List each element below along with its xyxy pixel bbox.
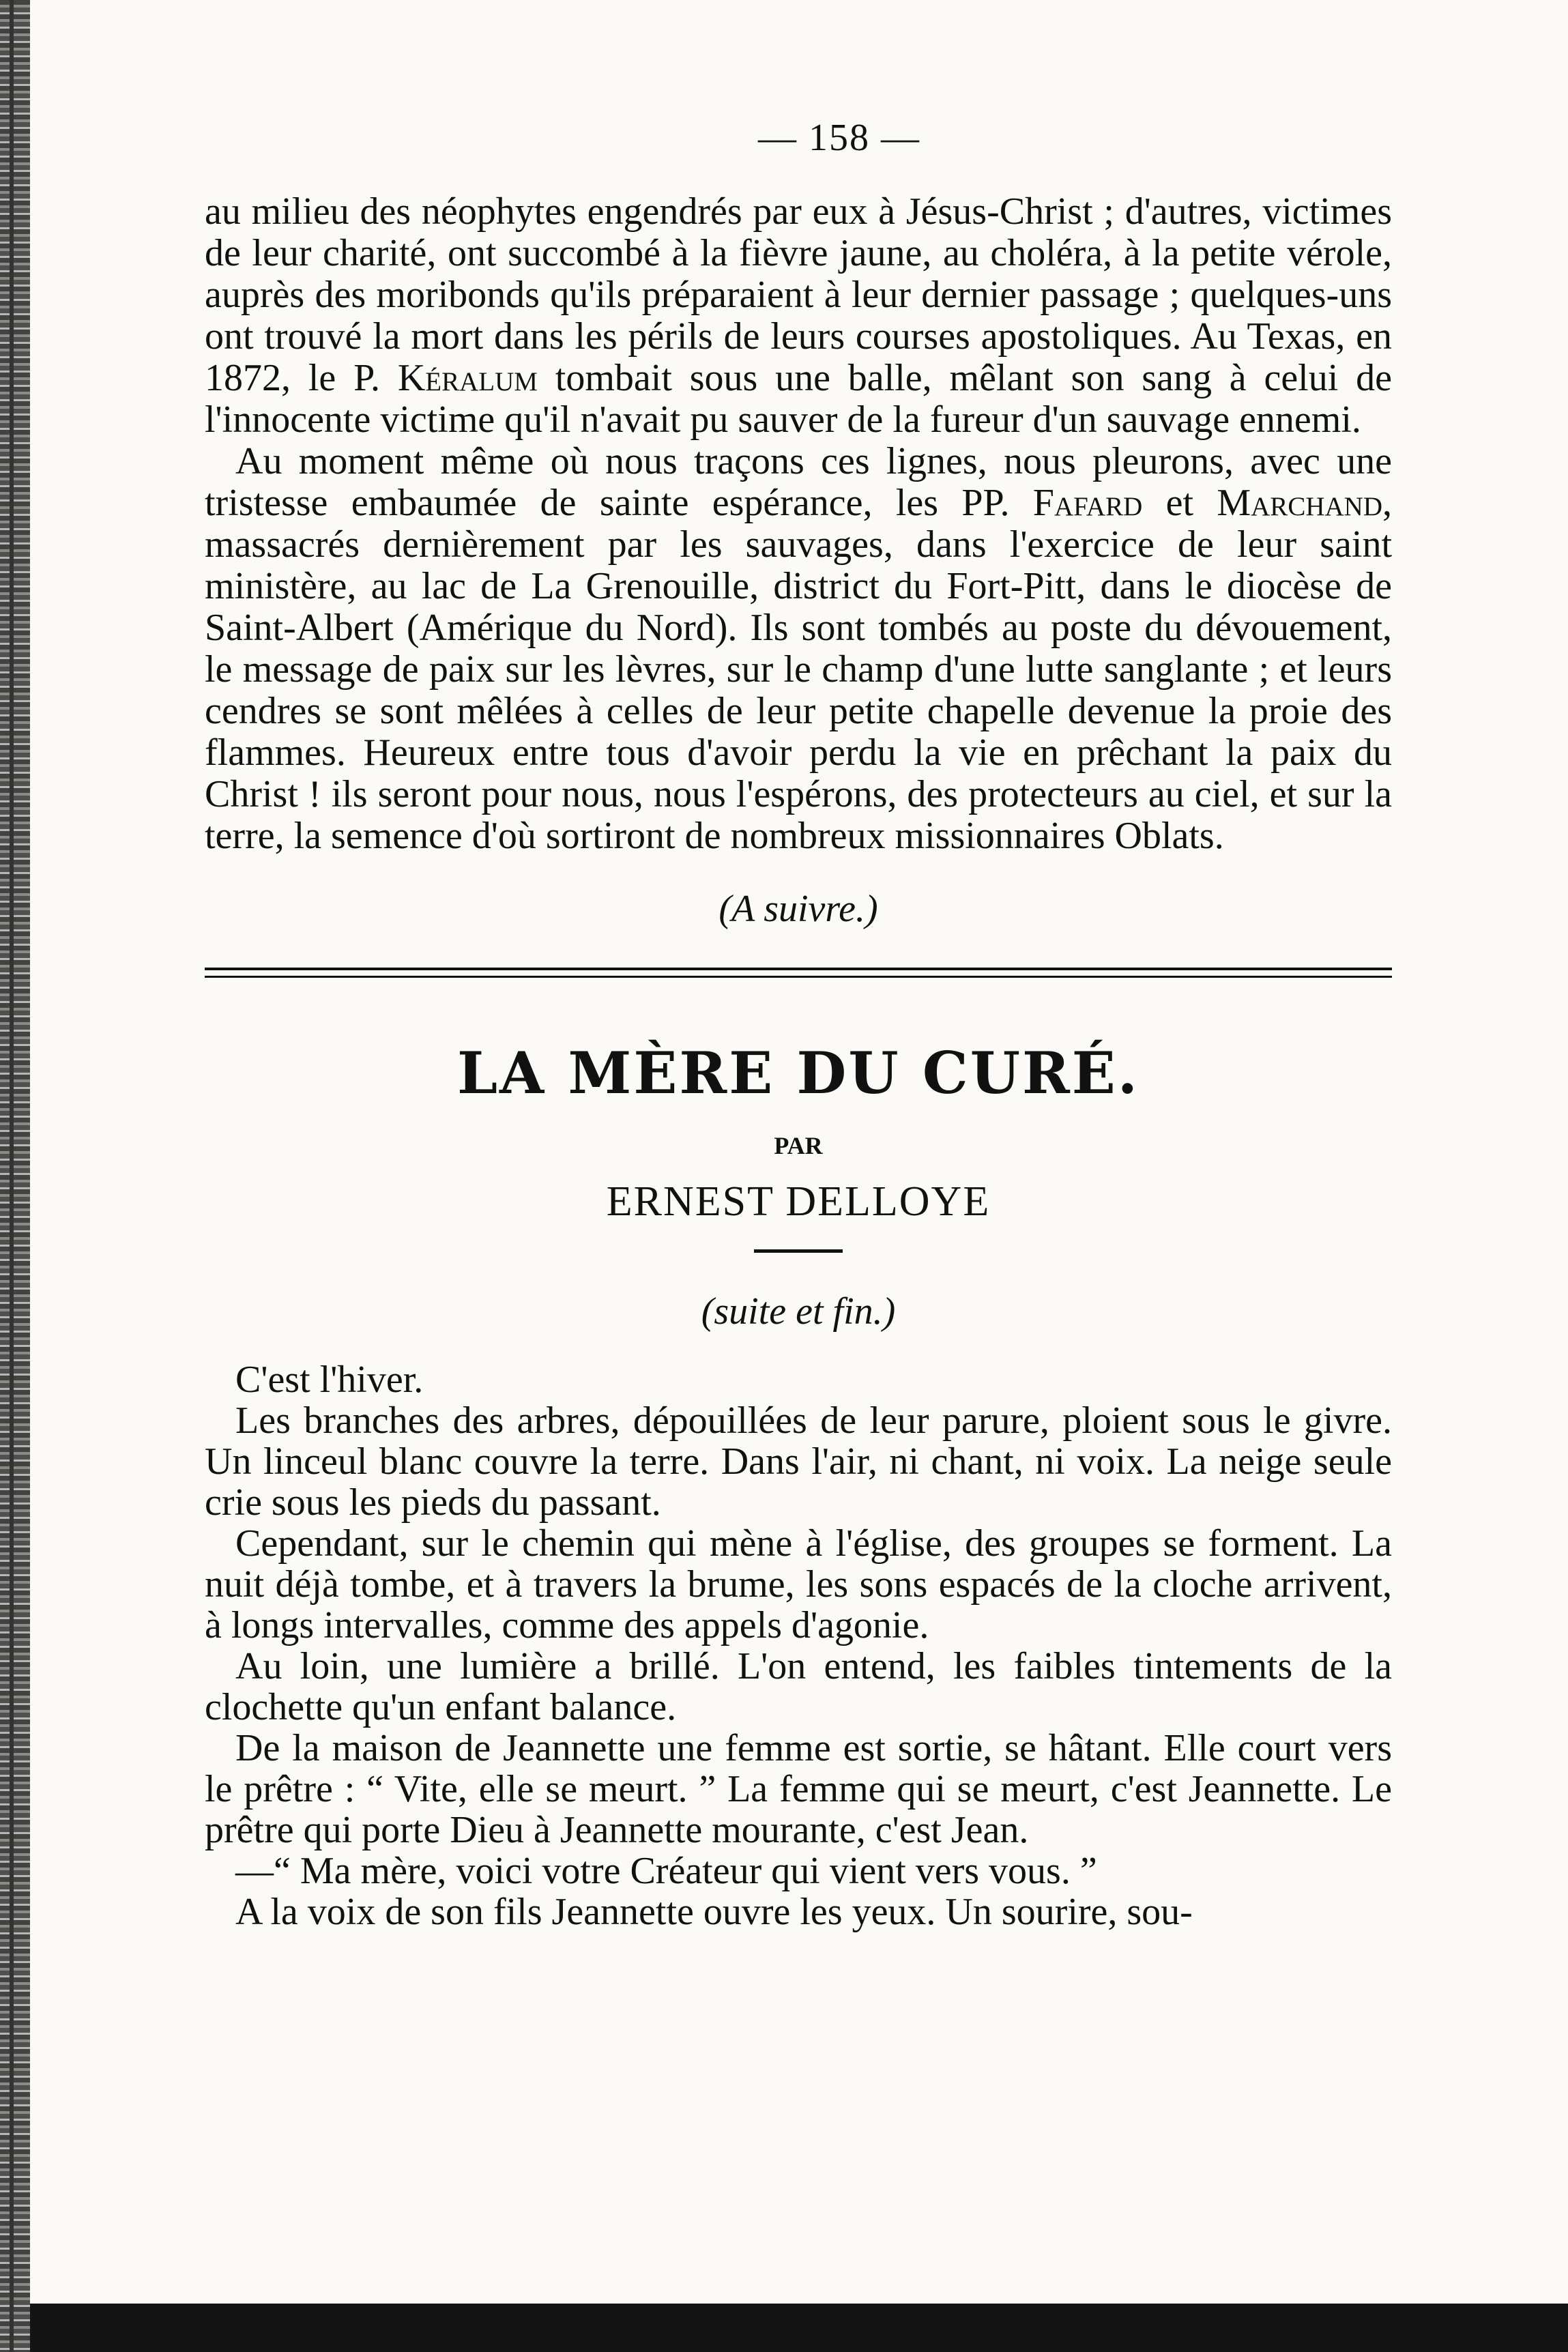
name-keralum: Kéralum bbox=[397, 357, 538, 399]
article-subtitle: (suite et fin.) bbox=[701, 1290, 896, 1333]
name-marchand: Marchand bbox=[1217, 482, 1382, 524]
article-title: LA MÈRE DU CURÉ. bbox=[456, 1039, 1140, 1107]
story-paragraph: Cependant, sur le chemin qui mène à l'église, des groupes se forment. La nuit déjà tombe, et à travers la brume, les sons espacés de la cloche arrivent, à longs intervalles, comme des appels d'agonie. bbox=[205, 1522, 1392, 1646]
name-fafard: Fafard bbox=[1032, 482, 1143, 524]
divider-rule-bottom bbox=[205, 976, 1392, 978]
paragraph-martyrs bbox=[205, 441, 1392, 857]
story-paragraph: Les branches des arbres, dépouillées de leur parure, ploient sous le givre. Un linceul blanc couvre la terre. Dans l'air, ni chant, ni voix. La neige seule crie sous les pieds du passant. bbox=[205, 1399, 1392, 1524]
story-body bbox=[205, 1359, 1392, 1932]
byline-par: PAR bbox=[774, 1132, 823, 1159]
text-run: , massacrés dernièrement par les sauvages, dans l'exercice de leur saint ministère, au lac de La Grenouille, district du Fort-Pitt, dans le diocèse de Saint-Albert (Amérique du Nord). Ils sont tombés au poste du dévouement, le message de paix sur les lèvres, sur le champ d'une lutte sanglante ; et leurs cendres se sont mêlées à celles de leur petite chapelle devenue la proie des flammes. Heureux entre tous d'avoir perdu la vie en prêchant la paix du Christ ! ils seront pour nous, nous l'espérons, des protecteurs au ciel, et sur la terre, la semence d'où sortiront de nombreux missionnaires Oblats. bbox=[205, 482, 1392, 857]
story-paragraph: A la voix de son fils Jeannette ouvre les yeux. Un sourire, sou- bbox=[235, 1891, 1193, 1933]
page bbox=[205, 116, 1392, 1932]
divider-rule-top bbox=[205, 968, 1392, 970]
page-number: — 158 — bbox=[758, 117, 920, 159]
scan-bottom-edge bbox=[30, 2304, 1568, 2352]
text-run: au milieu des néophytes engendrés par eux à Jésus-Christ ; d'autres, victimes de leur charité, ont succombé à la fièvre jaune, au choléra, à la petite vérole, auprès des moribonds qu'ils préparaient à leur dernier passage ; quelques-uns ont trouvé la mort dans les périls de leurs courses apostoliques. Au Texas, en 1872, le P. bbox=[205, 190, 1392, 399]
section-divider bbox=[205, 968, 1392, 978]
title-dash bbox=[754, 1249, 843, 1253]
to-be-continued: (A suivre.) bbox=[718, 888, 878, 930]
scan-left-edge bbox=[0, 0, 30, 2352]
paragraph-missionaries bbox=[205, 191, 1392, 441]
story-paragraph: Au loin, une lumière a brillé. L'on entend, les faibles tintements de la clochette qu'un enfant balance. bbox=[205, 1645, 1392, 1728]
story-paragraph: —“ Ma mère, voici votre Créateur qui vient vers vous. ” bbox=[235, 1850, 1097, 1892]
story-paragraph: De la maison de Jeannette une femme est sortie, se hâtant. Elle court vers le prêtre : “ Vite, elle se meurt. ” La femme qui se meurt, c'est Jeannette. Le prêtre qui porte Dieu à Jeannette mourante, c'est Jean. bbox=[205, 1727, 1392, 1851]
text-run: tombait sous une balle, mêlant son sang à celui de l'innocente victime qu'il n'avait pu sauver de la fureur d'un sauvage ennemi. bbox=[205, 357, 1392, 441]
text-run: Au moment même où nous traçons ces lignes, nous pleurons, avec une tristesse embaumée de sainte espérance, les PP. bbox=[205, 440, 1392, 524]
story-paragraph: C'est l'hiver. bbox=[235, 1359, 424, 1401]
text-run: et bbox=[1142, 482, 1217, 524]
author-name: ERNEST DELLOYE bbox=[606, 1178, 991, 1225]
